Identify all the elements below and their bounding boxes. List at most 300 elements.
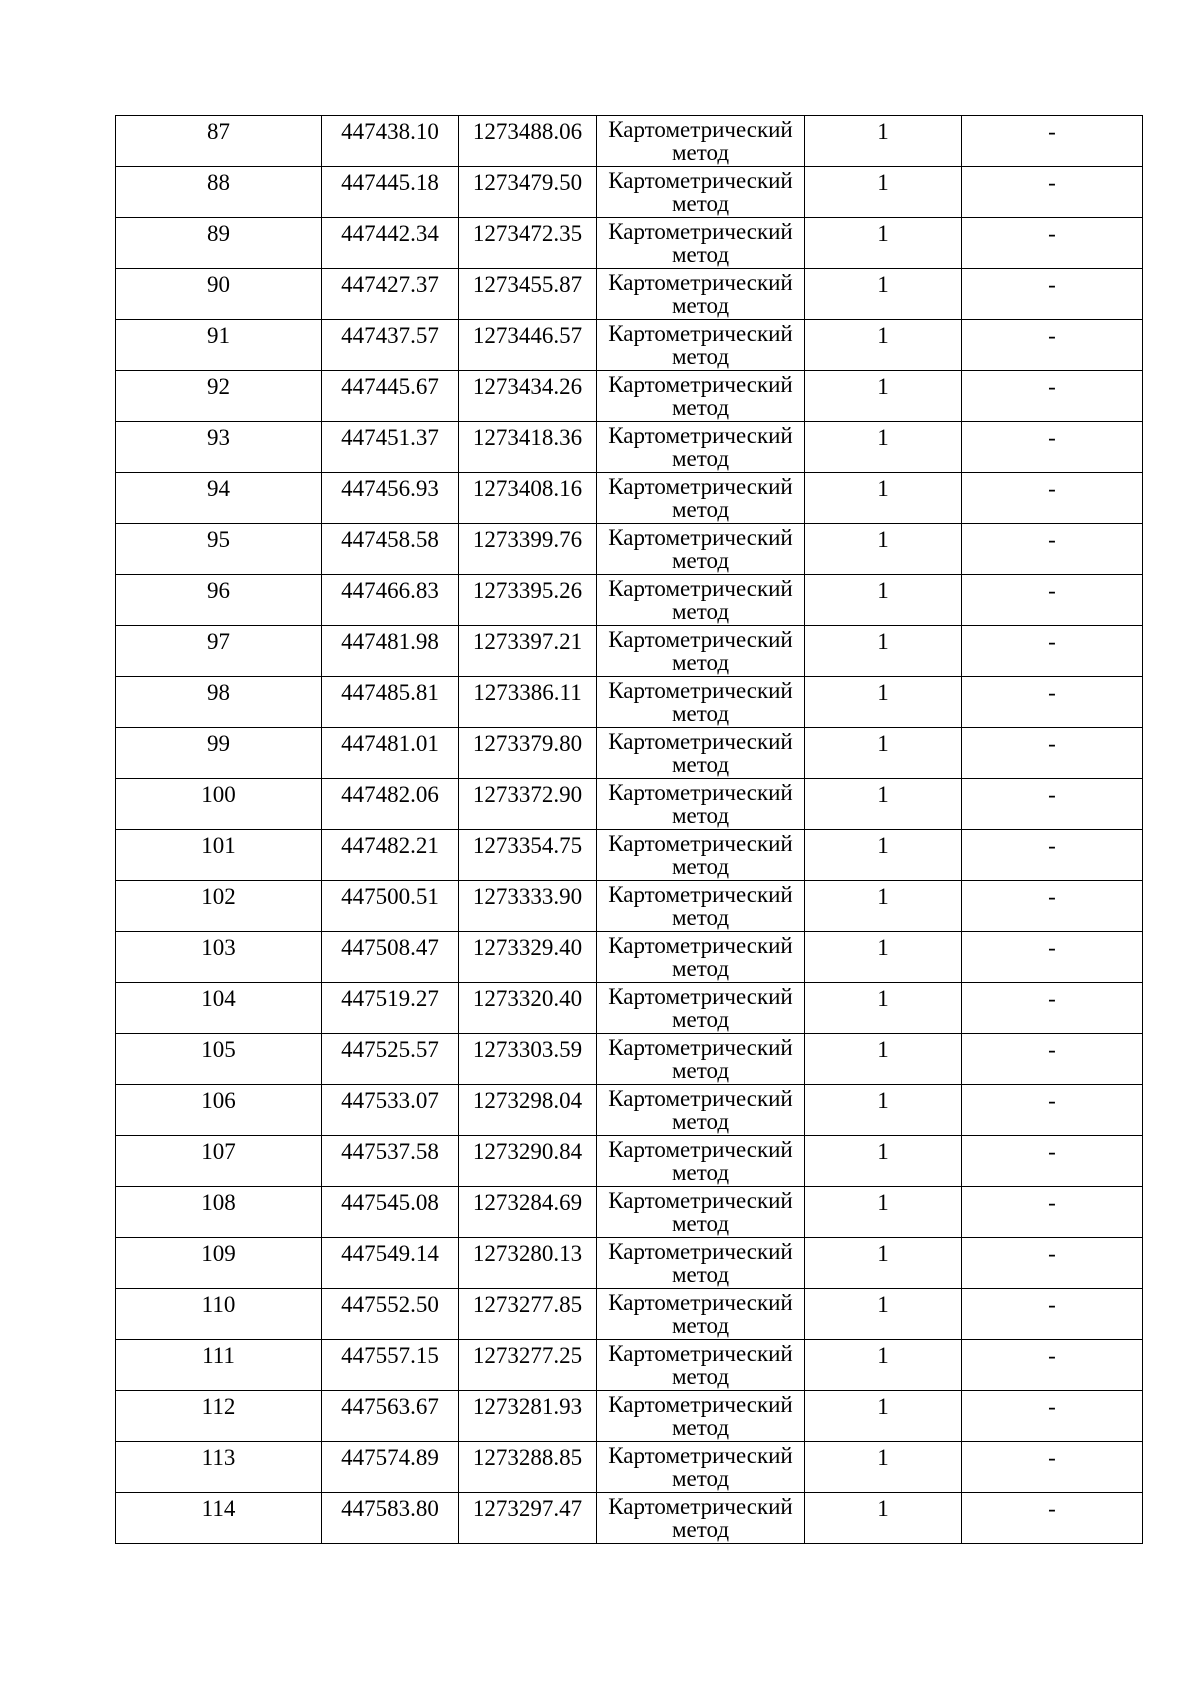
y-coordinate-text: 1273297.47 <box>472 1496 583 1521</box>
table-row <box>116 218 1143 269</box>
x-coordinate-cell <box>322 1289 459 1340</box>
point-number-cell <box>116 881 322 932</box>
method-text: Картометрический метод <box>608 1086 793 1134</box>
method-text: Картометрический метод <box>608 525 793 573</box>
y-coordinate-cell <box>459 269 597 320</box>
note-cell <box>962 167 1143 218</box>
point-number-cell <box>116 473 322 524</box>
accuracy-text: 1 <box>877 1037 889 1062</box>
table-row <box>116 320 1143 371</box>
x-coordinate-text: 447549.14 <box>341 1241 439 1266</box>
y-coordinate-text: 1273333.90 <box>472 884 583 909</box>
method-cell <box>597 881 805 932</box>
point-number-cell <box>116 677 322 728</box>
x-coordinate-cell <box>322 1442 459 1493</box>
method-cell <box>597 116 805 167</box>
coordinates-table <box>115 115 1143 1544</box>
method-text: Картометрический метод <box>608 270 793 318</box>
note-cell <box>962 473 1143 524</box>
point-number-cell <box>116 1442 322 1493</box>
table-row <box>116 1238 1143 1289</box>
accuracy-cell <box>805 728 962 779</box>
method-text: Картометрический метод <box>608 1494 793 1542</box>
point-number-cell <box>116 932 322 983</box>
x-coordinate-cell <box>322 167 459 218</box>
y-coordinate-cell <box>459 116 597 167</box>
point-number-cell <box>116 1187 322 1238</box>
x-coordinate-text: 447482.21 <box>341 833 439 858</box>
note-text: - <box>1048 476 1056 501</box>
x-coordinate-text: 447481.98 <box>341 629 439 654</box>
method-text: Картометрический метод <box>608 1239 793 1287</box>
accuracy-text: 1 <box>877 1394 889 1419</box>
point-number-cell <box>116 167 322 218</box>
accuracy-cell <box>805 1136 962 1187</box>
y-coordinate-text: 1273284.69 <box>472 1190 583 1215</box>
note-cell <box>962 269 1143 320</box>
note-cell <box>962 320 1143 371</box>
method-text: Картометрический метод <box>608 117 793 165</box>
accuracy-text: 1 <box>877 680 889 705</box>
accuracy-cell <box>805 1391 962 1442</box>
point-number-text: 94 <box>207 476 230 501</box>
table-row <box>116 728 1143 779</box>
note-cell <box>962 677 1143 728</box>
y-coordinate-text: 1273290.84 <box>472 1139 583 1164</box>
accuracy-text: 1 <box>877 1496 889 1521</box>
table-row <box>116 1442 1143 1493</box>
point-number-cell <box>116 728 322 779</box>
accuracy-cell <box>805 1034 962 1085</box>
table-row <box>116 167 1143 218</box>
x-coordinate-text: 447466.83 <box>341 578 439 603</box>
point-number-cell <box>116 830 322 881</box>
y-coordinate-text: 1273446.57 <box>472 323 583 348</box>
note-text: - <box>1048 1496 1056 1521</box>
accuracy-text: 1 <box>877 1190 889 1215</box>
point-number-text: 112 <box>201 1394 236 1419</box>
x-coordinate-cell <box>322 422 459 473</box>
method-cell <box>597 1442 805 1493</box>
y-coordinate-text: 1273397.21 <box>472 629 583 654</box>
table-row <box>116 1493 1143 1544</box>
x-coordinate-text: 447519.27 <box>341 986 439 1011</box>
x-coordinate-text: 447456.93 <box>341 476 439 501</box>
table-row <box>116 1034 1143 1085</box>
y-coordinate-cell <box>459 524 597 575</box>
note-text: - <box>1048 425 1056 450</box>
method-cell <box>597 1034 805 1085</box>
note-cell <box>962 779 1143 830</box>
accuracy-text: 1 <box>877 731 889 756</box>
y-coordinate-cell <box>459 1391 597 1442</box>
point-number-text: 91 <box>207 323 230 348</box>
y-coordinate-cell <box>459 626 597 677</box>
method-cell <box>597 1289 805 1340</box>
y-coordinate-text: 1273320.40 <box>472 986 583 1011</box>
table-row <box>116 1289 1143 1340</box>
accuracy-cell <box>805 677 962 728</box>
accuracy-text: 1 <box>877 272 889 297</box>
point-number-text: 111 <box>202 1343 235 1368</box>
y-coordinate-cell <box>459 1085 597 1136</box>
point-number-text: 110 <box>201 1292 236 1317</box>
x-coordinate-cell <box>322 1085 459 1136</box>
note-cell <box>962 728 1143 779</box>
method-cell <box>597 167 805 218</box>
x-coordinate-text: 447482.06 <box>341 782 439 807</box>
point-number-text: 106 <box>201 1088 236 1113</box>
note-cell <box>962 1442 1143 1493</box>
note-cell <box>962 1340 1143 1391</box>
method-text: Картометрический метод <box>608 1035 793 1083</box>
accuracy-text: 1 <box>877 935 889 960</box>
y-coordinate-text: 1273395.26 <box>472 578 583 603</box>
point-number-text: 90 <box>207 272 230 297</box>
x-coordinate-cell <box>322 575 459 626</box>
note-text: - <box>1048 935 1056 960</box>
method-text: Картометрический метод <box>608 882 793 930</box>
method-text: Картометрический метод <box>608 1290 793 1338</box>
point-number-cell <box>116 1136 322 1187</box>
method-cell <box>597 1187 805 1238</box>
x-coordinate-cell <box>322 677 459 728</box>
y-coordinate-text: 1273277.25 <box>472 1343 583 1368</box>
point-number-cell <box>116 116 322 167</box>
x-coordinate-cell <box>322 1136 459 1187</box>
note-cell <box>962 983 1143 1034</box>
y-coordinate-text: 1273386.11 <box>473 680 582 705</box>
note-text: - <box>1048 1445 1056 1470</box>
accuracy-text: 1 <box>877 323 889 348</box>
note-text: - <box>1048 1343 1056 1368</box>
y-coordinate-cell <box>459 1187 597 1238</box>
accuracy-text: 1 <box>877 527 889 552</box>
y-coordinate-cell <box>459 167 597 218</box>
method-text: Картометрический метод <box>608 372 793 420</box>
table-row <box>116 1085 1143 1136</box>
method-cell <box>597 728 805 779</box>
y-coordinate-text: 1273472.35 <box>472 221 583 246</box>
point-number-cell <box>116 1034 322 1085</box>
note-text: - <box>1048 1139 1056 1164</box>
point-number-text: 102 <box>201 884 236 909</box>
point-number-text: 96 <box>207 578 230 603</box>
accuracy-cell <box>805 1340 962 1391</box>
method-cell <box>597 983 805 1034</box>
note-text: - <box>1048 374 1056 399</box>
method-cell <box>597 1085 805 1136</box>
accuracy-text: 1 <box>877 1343 889 1368</box>
method-cell <box>597 677 805 728</box>
x-coordinate-cell <box>322 473 459 524</box>
x-coordinate-text: 447525.57 <box>341 1037 439 1062</box>
table-row <box>116 116 1143 167</box>
method-cell <box>597 1238 805 1289</box>
point-number-text: 113 <box>201 1445 236 1470</box>
y-coordinate-cell <box>459 320 597 371</box>
method-text: Картометрический метод <box>608 1392 793 1440</box>
point-number-text: 87 <box>207 119 230 144</box>
note-text: - <box>1048 680 1056 705</box>
x-coordinate-cell <box>322 1340 459 1391</box>
point-number-cell <box>116 371 322 422</box>
accuracy-cell <box>805 779 962 830</box>
note-text: - <box>1048 272 1056 297</box>
note-cell <box>962 1238 1143 1289</box>
point-number-text: 105 <box>201 1037 236 1062</box>
x-coordinate-text: 447574.89 <box>341 1445 439 1470</box>
accuracy-text: 1 <box>877 476 889 501</box>
note-text: - <box>1048 1190 1056 1215</box>
y-coordinate-text: 1273288.85 <box>472 1445 583 1470</box>
x-coordinate-cell <box>322 371 459 422</box>
point-number-text: 104 <box>201 986 236 1011</box>
accuracy-text: 1 <box>877 170 889 195</box>
note-text: - <box>1048 1292 1056 1317</box>
point-number-text: 109 <box>201 1241 236 1266</box>
y-coordinate-text: 1273281.93 <box>472 1394 583 1419</box>
method-cell <box>597 473 805 524</box>
y-coordinate-cell <box>459 830 597 881</box>
note-text: - <box>1048 527 1056 552</box>
x-coordinate-cell <box>322 116 459 167</box>
x-coordinate-text: 447481.01 <box>341 731 439 756</box>
x-coordinate-cell <box>322 728 459 779</box>
x-coordinate-cell <box>322 1187 459 1238</box>
table-row <box>116 932 1143 983</box>
note-text: - <box>1048 1088 1056 1113</box>
accuracy-text: 1 <box>877 884 889 909</box>
note-text: - <box>1048 1394 1056 1419</box>
accuracy-cell <box>805 983 962 1034</box>
y-coordinate-text: 1273379.80 <box>472 731 583 756</box>
y-coordinate-cell <box>459 1289 597 1340</box>
note-cell <box>962 1187 1143 1238</box>
accuracy-cell <box>805 422 962 473</box>
accuracy-cell <box>805 371 962 422</box>
table-row <box>116 779 1143 830</box>
x-coordinate-text: 447537.58 <box>341 1139 439 1164</box>
method-text: Картометрический метод <box>608 984 793 1032</box>
accuracy-cell <box>805 269 962 320</box>
y-coordinate-cell <box>459 677 597 728</box>
accuracy-cell <box>805 1289 962 1340</box>
note-cell <box>962 116 1143 167</box>
y-coordinate-text: 1273455.87 <box>472 272 583 297</box>
y-coordinate-cell <box>459 1493 597 1544</box>
y-coordinate-text: 1273434.26 <box>472 374 583 399</box>
accuracy-text: 1 <box>877 1088 889 1113</box>
y-coordinate-cell <box>459 218 597 269</box>
note-cell <box>962 1493 1143 1544</box>
x-coordinate-text: 447427.37 <box>341 272 439 297</box>
x-coordinate-text: 447437.57 <box>341 323 439 348</box>
method-text: Картометрический метод <box>608 168 793 216</box>
note-text: - <box>1048 578 1056 603</box>
accuracy-text: 1 <box>877 1241 889 1266</box>
x-coordinate-cell <box>322 320 459 371</box>
accuracy-text: 1 <box>877 374 889 399</box>
method-cell <box>597 524 805 575</box>
method-text: Картометрический метод <box>608 1341 793 1389</box>
point-number-text: 107 <box>201 1139 236 1164</box>
note-text: - <box>1048 782 1056 807</box>
accuracy-cell <box>805 575 962 626</box>
note-cell <box>962 371 1143 422</box>
y-coordinate-text: 1273354.75 <box>472 833 583 858</box>
note-cell <box>962 422 1143 473</box>
note-cell <box>962 575 1143 626</box>
method-text: Картометрический метод <box>608 1443 793 1491</box>
accuracy-cell <box>805 1085 962 1136</box>
point-number-text: 98 <box>207 680 230 705</box>
point-number-cell <box>116 1340 322 1391</box>
table-row <box>116 830 1143 881</box>
method-text: Картометрический метод <box>608 423 793 471</box>
table-row <box>116 575 1143 626</box>
x-coordinate-text: 447533.07 <box>341 1088 439 1113</box>
table-row <box>116 473 1143 524</box>
table-row <box>116 881 1143 932</box>
x-coordinate-text: 447552.50 <box>341 1292 439 1317</box>
method-text: Картометрический метод <box>608 933 793 981</box>
y-coordinate-cell <box>459 932 597 983</box>
accuracy-text: 1 <box>877 833 889 858</box>
y-coordinate-text: 1273280.13 <box>472 1241 583 1266</box>
point-number-text: 114 <box>201 1496 236 1521</box>
table-row <box>116 524 1143 575</box>
method-text: Картометрический метод <box>608 729 793 777</box>
method-text: Картометрический метод <box>608 780 793 828</box>
accuracy-cell <box>805 167 962 218</box>
point-number-text: 103 <box>201 935 236 960</box>
table-row <box>116 1340 1143 1391</box>
y-coordinate-cell <box>459 575 597 626</box>
note-cell <box>962 1391 1143 1442</box>
x-coordinate-text: 447442.34 <box>341 221 439 246</box>
accuracy-cell <box>805 320 962 371</box>
method-cell <box>597 371 805 422</box>
x-coordinate-text: 447485.81 <box>341 680 439 705</box>
point-number-cell <box>116 983 322 1034</box>
table-row <box>116 983 1143 1034</box>
y-coordinate-text: 1273329.40 <box>472 935 583 960</box>
accuracy-cell <box>805 1238 962 1289</box>
x-coordinate-cell <box>322 881 459 932</box>
y-coordinate-text: 1273303.59 <box>472 1037 583 1062</box>
method-text: Картометрический метод <box>608 678 793 726</box>
accuracy-cell <box>805 473 962 524</box>
x-coordinate-text: 447500.51 <box>341 884 439 909</box>
x-coordinate-cell <box>322 779 459 830</box>
note-text: - <box>1048 629 1056 654</box>
method-cell <box>597 218 805 269</box>
accuracy-cell <box>805 1493 962 1544</box>
y-coordinate-cell <box>459 473 597 524</box>
note-text: - <box>1048 119 1056 144</box>
y-coordinate-cell <box>459 422 597 473</box>
accuracy-text: 1 <box>877 629 889 654</box>
table-row <box>116 371 1143 422</box>
y-coordinate-text: 1273418.36 <box>472 425 583 450</box>
x-coordinate-text: 447458.58 <box>341 527 439 552</box>
note-cell <box>962 1085 1143 1136</box>
note-cell <box>962 1136 1143 1187</box>
accuracy-text: 1 <box>877 782 889 807</box>
y-coordinate-text: 1273298.04 <box>472 1088 583 1113</box>
method-cell <box>597 1340 805 1391</box>
y-coordinate-text: 1273479.50 <box>472 170 583 195</box>
note-text: - <box>1048 221 1056 246</box>
note-text: - <box>1048 170 1056 195</box>
method-cell <box>597 626 805 677</box>
note-cell <box>962 1289 1143 1340</box>
method-text: Картометрический метод <box>608 831 793 879</box>
point-number-text: 88 <box>207 170 230 195</box>
x-coordinate-text: 447583.80 <box>341 1496 439 1521</box>
x-coordinate-cell <box>322 524 459 575</box>
y-coordinate-cell <box>459 1034 597 1085</box>
table-row <box>116 1136 1143 1187</box>
table-row <box>116 1391 1143 1442</box>
x-coordinate-text: 447508.47 <box>341 935 439 960</box>
y-coordinate-text: 1273277.85 <box>472 1292 583 1317</box>
accuracy-text: 1 <box>877 578 889 603</box>
y-coordinate-cell <box>459 371 597 422</box>
point-number-text: 100 <box>201 782 236 807</box>
point-number-cell <box>116 575 322 626</box>
table-row <box>116 626 1143 677</box>
x-coordinate-text: 447438.10 <box>341 119 439 144</box>
point-number-cell <box>116 626 322 677</box>
accuracy-cell <box>805 1442 962 1493</box>
point-number-cell <box>116 1289 322 1340</box>
x-coordinate-cell <box>322 1391 459 1442</box>
y-coordinate-cell <box>459 1442 597 1493</box>
accuracy-cell <box>805 626 962 677</box>
method-cell <box>597 1391 805 1442</box>
point-number-cell <box>116 1493 322 1544</box>
y-coordinate-text: 1273372.90 <box>472 782 583 807</box>
x-coordinate-cell <box>322 1493 459 1544</box>
accuracy-text: 1 <box>877 119 889 144</box>
note-text: - <box>1048 833 1056 858</box>
y-coordinate-cell <box>459 1340 597 1391</box>
table-row <box>116 422 1143 473</box>
method-cell <box>597 269 805 320</box>
x-coordinate-cell <box>322 830 459 881</box>
note-cell <box>962 932 1143 983</box>
accuracy-cell <box>805 116 962 167</box>
y-coordinate-cell <box>459 779 597 830</box>
y-coordinate-cell <box>459 728 597 779</box>
x-coordinate-cell <box>322 626 459 677</box>
method-cell <box>597 575 805 626</box>
coordinates-table-body <box>116 116 1143 1544</box>
note-text: - <box>1048 731 1056 756</box>
point-number-text: 108 <box>201 1190 236 1215</box>
point-number-cell <box>116 1238 322 1289</box>
x-coordinate-text: 447563.67 <box>341 1394 439 1419</box>
method-cell <box>597 830 805 881</box>
point-number-cell <box>116 269 322 320</box>
point-number-text: 89 <box>207 221 230 246</box>
note-cell <box>962 1034 1143 1085</box>
accuracy-text: 1 <box>877 425 889 450</box>
y-coordinate-text: 1273408.16 <box>472 476 583 501</box>
point-number-text: 93 <box>207 425 230 450</box>
